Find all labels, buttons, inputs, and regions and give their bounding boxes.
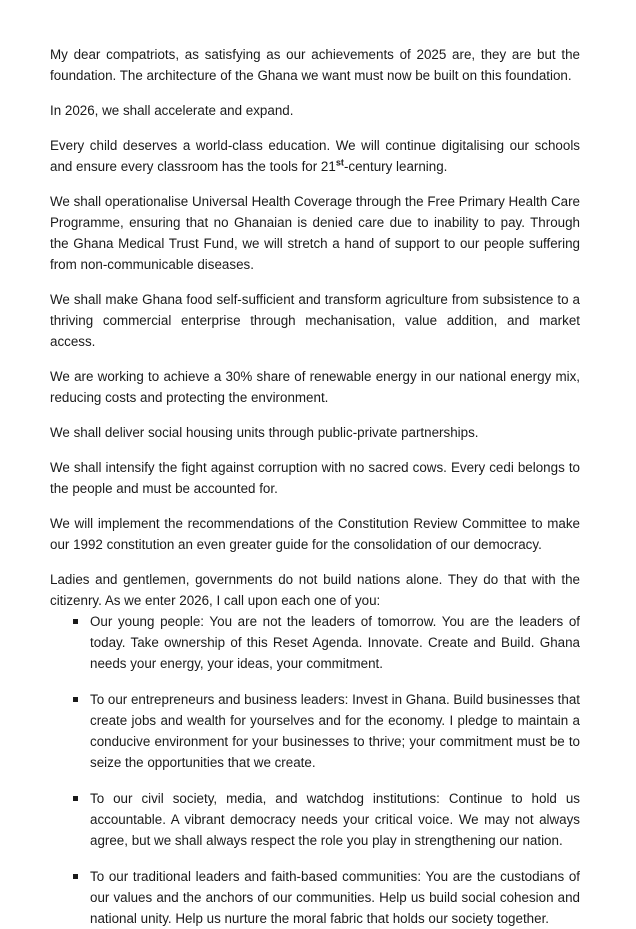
square-bullet-icon (73, 796, 78, 801)
document-body (50, 44, 580, 929)
list-item (50, 611, 580, 674)
list-item-text: To our civil society, media, and watchdog institutions: Continue to hold us accountable. A vibrant democracy needs your critical voice. We may not always agree, but we shall always respect the role you play in strengthening our nation. (90, 791, 580, 848)
paragraph-4: We shall operationalise Universal Health Coverage through the Free Primary Health Care Programme, ensuring that no Ghanaian is denied care due to inability to pay. Through the Ghana Medical Trust Fund, we will stretch a hand of support to our people suffering from non-communicable diseases. (50, 194, 580, 272)
paragraph-1: My dear compatriots, as satisfying as our achievements of 2025 are, they are but the foundation. The architecture of the Ghana we want must now be built on this foundation. (50, 47, 580, 83)
ordinal-superscript: st (335, 157, 344, 168)
paragraph-10: Ladies and gentlemen, governments do not build nations alone. They do that with the citizenry. As we enter 2026, I call upon each one of you: (50, 572, 580, 608)
list-item (50, 788, 580, 851)
list-item-text: Our young people: You are not the leaders of tomorrow. You are the leaders of today. Take ownership of this Reset Agenda. Innovate. Create and Build. Ghana needs your energy, your ideas, your commitment. (90, 614, 580, 671)
paragraph-3 (50, 135, 580, 177)
paragraph-9: We will implement the recommendations of the Constitution Review Committee to make our 1992 constitution an even greater guide for the consolidation of our democracy. (50, 516, 580, 552)
paragraph-7: We shall deliver social housing units through public-private partnerships. (50, 425, 479, 440)
paragraph-5: We shall make Ghana food self-sufficient and transform agriculture from subsistence to a thriving commercial enterprise through mechanisation, value addition, and market access. (50, 292, 580, 349)
paragraph-8: We shall intensify the fight against corruption with no sacred cows. Every cedi belongs to the people and must be accounted for. (50, 460, 580, 496)
list-item-text: To our entrepreneurs and business leaders: Invest in Ghana. Build businesses that create jobs and wealth for yourselves and for the economy. I pledge to maintain a conducive environment for your businesses to thrive; your commitment must be to seize the opportunities that we create. (90, 692, 580, 770)
paragraph-3-text-before-superscript: Every child deserves a world-class education. We will continue digitalising our schools and ensure every classroom has the tools for 21 (50, 138, 580, 174)
square-bullet-icon (73, 874, 78, 879)
list-item-text: To our traditional leaders and faith-based communities: You are the custodians of our values and the anchors of our communities. Help us build social cohesion and national unity. Help us nurture the moral fabric that holds our society together. (90, 869, 580, 926)
call-to-action-list (50, 611, 580, 929)
paragraph-2: In 2026, we shall accelerate and expand. (50, 103, 294, 118)
square-bullet-icon (73, 697, 78, 702)
list-item (50, 866, 580, 929)
paragraph-3-text-after-superscript: -century learning. (343, 159, 448, 174)
square-bullet-icon (73, 619, 78, 624)
list-item (50, 689, 580, 773)
paragraph-6: We are working to achieve a 30% share of renewable energy in our national energy mix, reducing costs and protecting the environment. (50, 369, 580, 405)
